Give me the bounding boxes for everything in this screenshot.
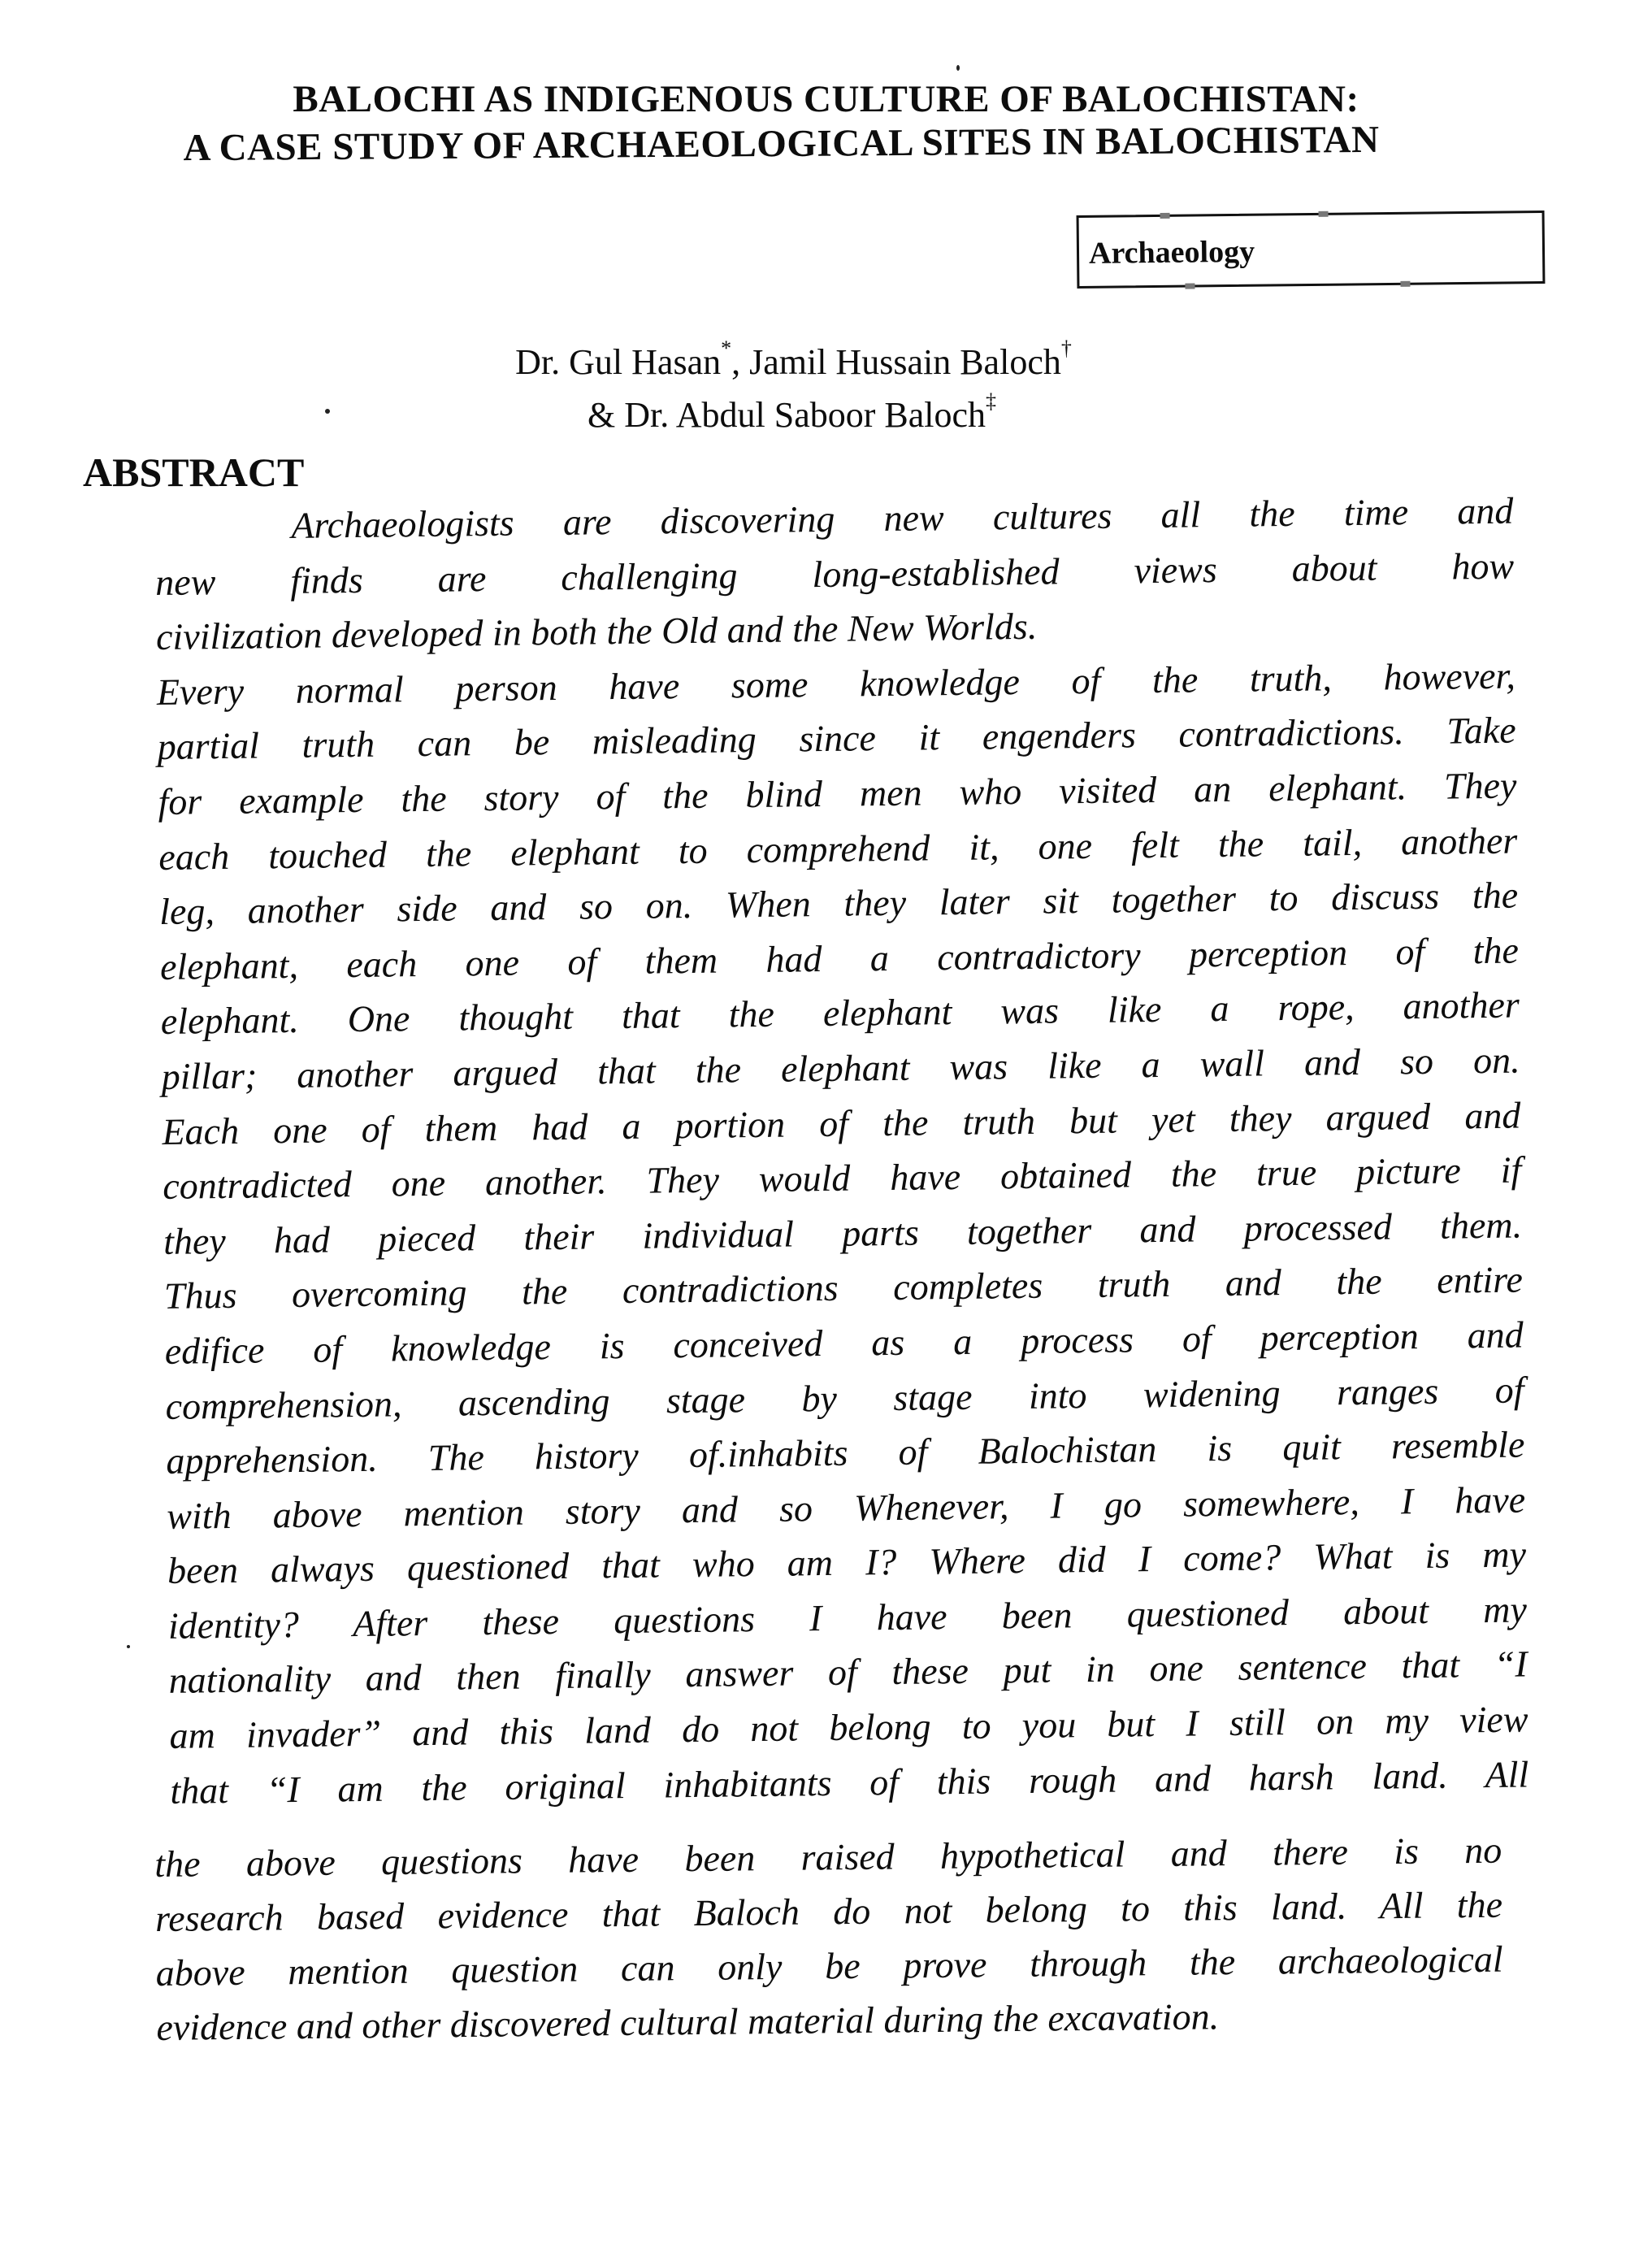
- abstract-line: Every normal person have some knowledge of the truth, however,: [156, 654, 1516, 713]
- author-prefix: &: [587, 395, 625, 435]
- authors-line-1: [0, 336, 1619, 383]
- abstract-line: been always questioned that who am I? Where did I come? What is my: [167, 1533, 1527, 1592]
- abstract-heading: ABSTRACT: [83, 449, 305, 495]
- abstract-line: Each one of them had a portion of the truth but yet they argued and: [162, 1094, 1521, 1152]
- abstract-line: research based evidence that Baloch do not belong to this land. All the: [154, 1883, 1503, 1939]
- scan-speck: [127, 1645, 130, 1648]
- abstract-line: Archaeologists are discovering new cultures all the time and: [291, 489, 1514, 546]
- frame-handle-icon: [1319, 211, 1329, 217]
- paper-title-line-2: A CASE STUDY OF ARCHAEOLOGICAL SITES IN BALOCHISTAN: [183, 118, 1380, 170]
- abstract-line: evidence and other discovered cultural material during the excavation.: [156, 1995, 1220, 2048]
- frame-handle-icon: [1160, 213, 1170, 219]
- abstract-line: with above mention story and so Whenever, I go somewhere, I have: [166, 1478, 1526, 1537]
- author-name: Dr. Gul Hasan: [515, 342, 722, 382]
- abstract-line: comprehension, ascending stage by stage into widening ranges of: [165, 1368, 1524, 1427]
- abstract-line: Thus overcoming the contradictions completes truth and the entire: [163, 1258, 1524, 1317]
- abstract-body: [154, 484, 1529, 1819]
- author-footnote-mark[interactable]: *: [721, 336, 732, 360]
- author-name: Dr. Abdul Saboor Baloch: [624, 395, 986, 435]
- abstract-line: am invader” and this land do not belong to you but I still on my view: [169, 1698, 1528, 1756]
- abstract-line: the above questions have been raised hypothetical and there is no: [154, 1829, 1502, 1885]
- abstract-line: civilization developed in both the Old and the New Worlds.: [155, 605, 1038, 658]
- author-separator: ,: [731, 342, 750, 382]
- abstract-line: new finds are challenging long-established views about how: [154, 545, 1515, 603]
- abstract-line: contradicted one another. They would have obtained the true picture if: [163, 1148, 1522, 1208]
- abstract-line: nationality and then finally answer of these put in one sentence that “I: [168, 1643, 1528, 1702]
- abstract-line: that “I am the original inhabitants of this rough and harsh land. All: [170, 1753, 1529, 1812]
- category-tag-box: [1077, 211, 1546, 289]
- abstract-line: above mention question can only be prove through the archaeological: [155, 1938, 1503, 1994]
- scan-speck: [956, 65, 960, 71]
- authors-line-2: [0, 389, 1618, 436]
- abstract-line: leg, another side and so on. When they later sit together to discuss the: [158, 874, 1519, 933]
- abstract-line: elephant. One thought that the elephant was like a rope, another: [160, 983, 1520, 1043]
- abstract-line: partial truth can be misleading since it engenders contradictions. Take: [157, 709, 1516, 768]
- author-footnote-mark[interactable]: †: [1060, 336, 1072, 360]
- category-tag: Archaeology: [1088, 234, 1255, 271]
- abstract-line: apprehension. The history of.inhabits of Balochistan is quit resemble: [166, 1423, 1525, 1482]
- frame-handle-icon: [1400, 281, 1410, 287]
- abstract-body-continued: [154, 1823, 1504, 2055]
- frame-handle-icon: [1185, 283, 1195, 289]
- abstract-line: for example the story of the blind men who visited an elephant. They: [158, 764, 1517, 823]
- author-footnote-mark[interactable]: ‡: [986, 389, 997, 413]
- abstract-line: each touched the elephant to comprehend it, one felt the tail, another: [158, 819, 1518, 878]
- abstract-line: pillar; another argued that the elephant was like a wall and so on.: [161, 1039, 1520, 1097]
- abstract-line: they had pieced their individual parts together and processed them.: [163, 1204, 1523, 1262]
- abstract-line: identity? After these questions I have been questioned about my: [167, 1588, 1528, 1647]
- author-name: Jamil Hussain Baloch: [749, 342, 1061, 382]
- abstract-line: elephant, each one of them had a contradictory perception of the: [159, 929, 1520, 987]
- paper-title-line-1: BALOCHI AS INDIGENOUS CULTURE OF BALOCHISTAN:: [293, 78, 1359, 120]
- abstract-line: edifice of knowledge is conceived as a process of perception and: [164, 1313, 1524, 1372]
